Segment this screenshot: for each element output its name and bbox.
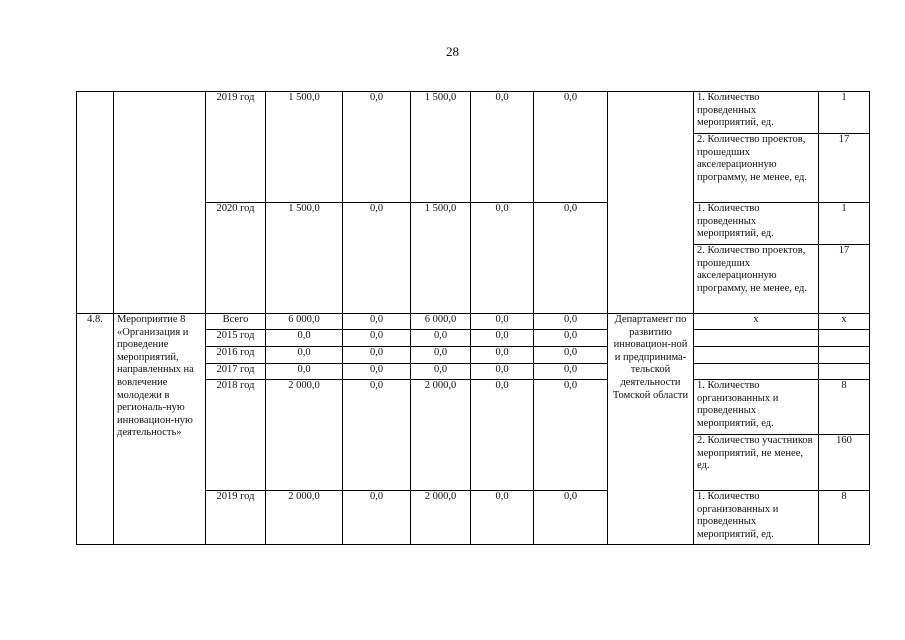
year-cell: 2020 год [206,203,266,314]
value-cell: 2 000,0 [411,491,471,545]
value-cell: 0,0 [471,203,534,314]
indicator-value: 1 [819,203,870,245]
value-cell: 0,0 [343,364,411,380]
value-cell: 0,0 [343,347,411,364]
value-cell: 2 000,0 [411,380,471,491]
indicator-name: 2. Количество проектов, прошедших акселерационную программу, не менее, ед. [694,134,819,203]
table-row [77,92,870,134]
value-cell: 2 000,0 [266,491,343,545]
value-cell: 0,0 [343,330,411,347]
value-cell: 0,0 [411,364,471,380]
empty-indicator-cell [694,347,819,364]
value-cell: 1 500,0 [411,92,471,203]
empty-indicator-value-cell [819,347,870,364]
value-cell: 0,0 [534,364,608,380]
value-cell: 0,0 [471,491,534,545]
indicator-name: х [694,314,819,330]
value-cell: 1 500,0 [266,203,343,314]
page-number: 28 [446,44,459,59]
year-cell: 2016 год [206,347,266,364]
value-cell: 0,0 [534,92,608,203]
year-cell: 2018 год [206,380,266,491]
indicator-value: х [819,314,870,330]
empty-indicator-value-cell [819,330,870,347]
value-cell: 0,0 [471,314,534,330]
year-cell: 2017 год [206,364,266,380]
value-cell: 0,0 [411,330,471,347]
empty-number-cell [77,92,114,314]
indicator-name: 1. Количество организованных и проведенных мероприятий, ед. [694,491,819,545]
indicator-value: 17 [819,134,870,203]
empty-indicator-cell [694,330,819,347]
indicator-name: 1. Количество проведенных мероприятий, ед. [694,92,819,134]
measure-title: Мероприятие 8 «Организация и проведение мероприятий, направленных на вовлечение молодежи в региональ-ную инновацион-ную деятельность» [114,314,206,545]
year-cell: 2015 год [206,330,266,347]
indicator-value: 1 [819,92,870,134]
value-cell: 0,0 [471,330,534,347]
budget-table [76,91,870,545]
year-cell: 2019 год [206,92,266,203]
indicator-value: 17 [819,245,870,314]
value-cell: 0,0 [534,347,608,364]
value-cell: 0,0 [343,92,411,203]
value-cell: 0,0 [266,364,343,380]
indicator-value: 8 [819,380,870,435]
value-cell: 0,0 [411,347,471,364]
value-cell: 0,0 [266,330,343,347]
year-cell: Всего [206,314,266,330]
measure-number: 4.8. [77,314,114,545]
value-cell: 0,0 [534,380,608,491]
indicator-name: 1. Количество проведенных мероприятий, ед. [694,203,819,245]
indicator-name: 1. Количество организованных и проведенных мероприятий, ед. [694,380,819,435]
table-row [77,314,870,330]
year-cell: 2019 год [206,491,266,545]
value-cell: 0,0 [343,314,411,330]
value-cell: 0,0 [534,491,608,545]
value-cell: 0,0 [471,364,534,380]
value-cell: 0,0 [534,314,608,330]
indicator-name: 2. Количество проектов, прошедших акселерационную программу, не менее, ед. [694,245,819,314]
indicator-value: 8 [819,491,870,545]
value-cell: 0,0 [343,203,411,314]
indicator-value: 160 [819,435,870,491]
empty-indicator-value-cell [819,364,870,380]
executor-cell: Департамент по развитию инновацион-ной и предпринима-тельской деятельности Томской области [608,314,694,545]
value-cell: 0,0 [343,491,411,545]
value-cell: 0,0 [471,347,534,364]
value-cell: 1 500,0 [411,203,471,314]
value-cell: 6 000,0 [411,314,471,330]
empty-indicator-cell [694,364,819,380]
indicator-name: 2. Количество участников мероприятий, не менее, ед. [694,435,819,491]
value-cell: 0,0 [343,380,411,491]
value-cell: 0,0 [266,347,343,364]
value-cell: 1 500,0 [266,92,343,203]
value-cell: 0,0 [534,330,608,347]
value-cell: 0,0 [534,203,608,314]
empty-title-cell [114,92,206,314]
empty-executor-cell [608,92,694,314]
value-cell: 6 000,0 [266,314,343,330]
value-cell: 2 000,0 [266,380,343,491]
value-cell: 0,0 [471,380,534,491]
value-cell: 0,0 [471,92,534,203]
